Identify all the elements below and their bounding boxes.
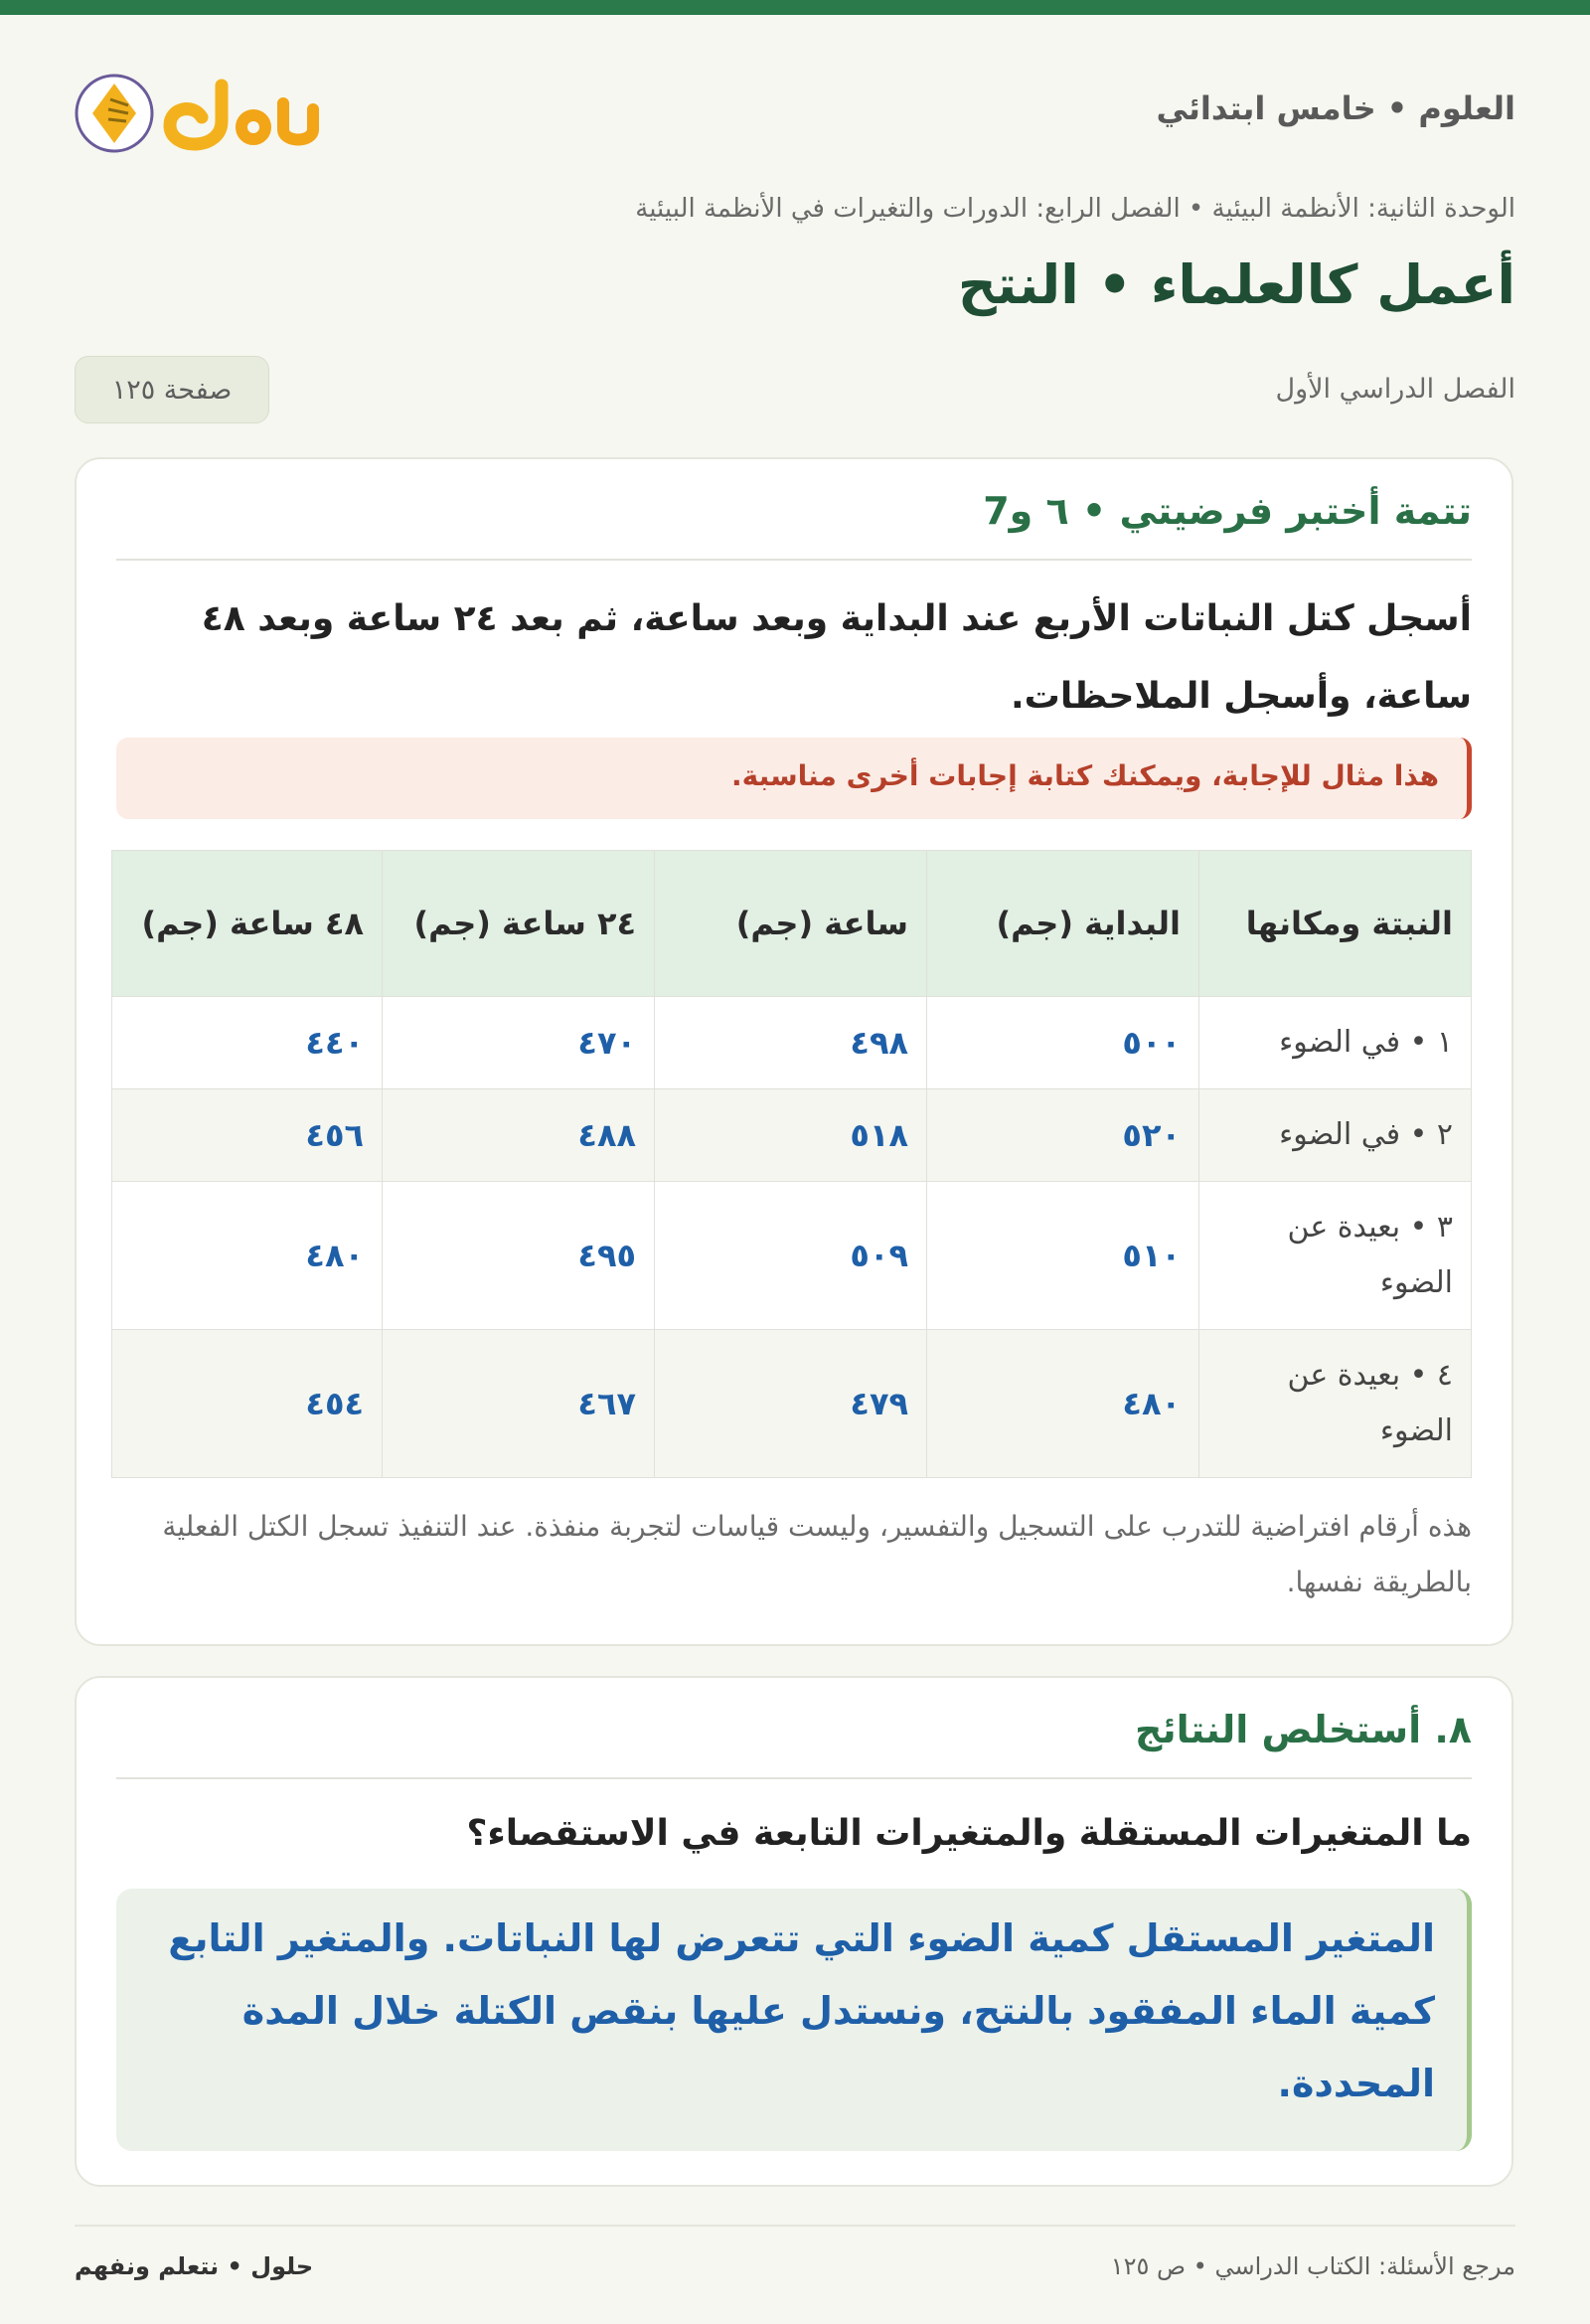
semester-label: الفصل الدراسي الأول — [1275, 374, 1515, 405]
plant-cell: ٢ • في الضوء — [1199, 1089, 1472, 1182]
column-header: النبتة ومكانها — [1199, 851, 1472, 997]
conclusions-card — [75, 1676, 1513, 2187]
page-number-badge: صفحة ١٢٥ — [75, 356, 269, 423]
value-cell: ٥١٠ — [927, 1182, 1199, 1330]
plant-cell: ١ • في الضوء — [1199, 997, 1472, 1089]
answer-box — [116, 1889, 1472, 2151]
value-cell: ٥٠٠ — [927, 997, 1199, 1089]
mass-table — [111, 850, 1472, 1478]
subject-label: العلوم • خامس ابتدائي — [1156, 89, 1515, 127]
value-cell: ٥١٨ — [655, 1089, 927, 1182]
card-header — [116, 459, 1472, 561]
value-cell: ٥٢٠ — [927, 1089, 1199, 1182]
value-cell: ٤٨٠ — [927, 1330, 1199, 1478]
table-header-row — [112, 851, 1472, 997]
table-row — [112, 1182, 1472, 1330]
footer-divider — [75, 2225, 1515, 2227]
footer-reference: مرجع الأسئلة: الكتاب الدراسي • ص ١٢٥ — [1110, 2252, 1515, 2280]
section-heading: ٨. أستخلص النتائج — [1135, 1708, 1472, 1751]
top-accent-bar — [0, 0, 1590, 15]
plant-cell: ٤ • بعيدة عن الضوء — [1199, 1330, 1472, 1478]
table-row — [112, 1330, 1472, 1478]
value-cell: ٤٧٩ — [655, 1330, 927, 1478]
table-row — [112, 997, 1472, 1089]
value-cell: ٥٠٩ — [655, 1182, 927, 1330]
plant-cell: ٣ • بعيدة عن الضوء — [1199, 1182, 1472, 1330]
footer-brand[interactable]: حلول • نتعلم ونفهم — [75, 2252, 314, 2280]
value-cell: ٤٩٨ — [655, 997, 927, 1089]
breadcrumb: الوحدة الثانية: الأنظمة البيئية • الفصل الرابع: الدورات والتغيرات في الأنظمة البيئية — [635, 194, 1515, 224]
example-note-text: هذا مثال للإجابة، ويمكنك كتابة إجابات أخرى مناسبة. — [731, 759, 1439, 792]
column-header: البداية (جم) — [927, 851, 1199, 997]
card-header — [116, 1678, 1472, 1779]
value-cell: ٤٨٨ — [383, 1089, 655, 1182]
hulul-logo[interactable] — [75, 60, 343, 159]
column-header: ساعة (جم) — [655, 851, 927, 997]
column-header: ٤٨ ساعة (جم) — [112, 851, 383, 997]
answer-text: المتغير المستقل كمية الضوء التي تتعرض لها النباتات. والمتغير التابع كمية الماء المفقود بالنتح، ونستدل عليها بنقص الكتلة خلال المدة المحددة. — [168, 1916, 1435, 2105]
value-cell: ٤٧٠ — [383, 997, 655, 1089]
value-cell: ٤٥٦ — [112, 1089, 383, 1182]
question-text: أسجل كتل النباتات الأربع عند البداية وبعد ساعة، ثم بعد ٢٤ ساعة وبعد ٤٨ ساعة، وأسجل الملاحظات. — [201, 598, 1472, 717]
header — [75, 60, 1515, 154]
page-title: أعمل كالعلماء • النتح — [957, 253, 1515, 316]
section-heading: تتمة أختبر فرضيتي • ٦ و7 — [983, 489, 1472, 533]
table-footnote: هذه أرقام افتراضية للتدرب على التسجيل والتفسير، وليست قياسات لتجربة منفذة. عند التنفيذ تسجل الكتل الفعلية بالطريقة نفسها. — [162, 1510, 1472, 1598]
value-cell: ٤٨٠ — [112, 1182, 383, 1330]
value-cell: ٤٩٥ — [383, 1182, 655, 1330]
value-cell: ٤٥٤ — [112, 1330, 383, 1478]
question-text: ما المتغيرات المستقلة والمتغيرات التابعة في الاستقصاء؟ — [466, 1813, 1472, 1854]
table-row — [112, 1089, 1472, 1182]
example-note — [116, 738, 1472, 819]
value-cell: ٤٦٧ — [383, 1330, 655, 1478]
hypothesis-card — [75, 457, 1513, 1646]
column-header: ٢٤ ساعة (جم) — [383, 851, 655, 997]
value-cell: ٤٤٠ — [112, 997, 383, 1089]
